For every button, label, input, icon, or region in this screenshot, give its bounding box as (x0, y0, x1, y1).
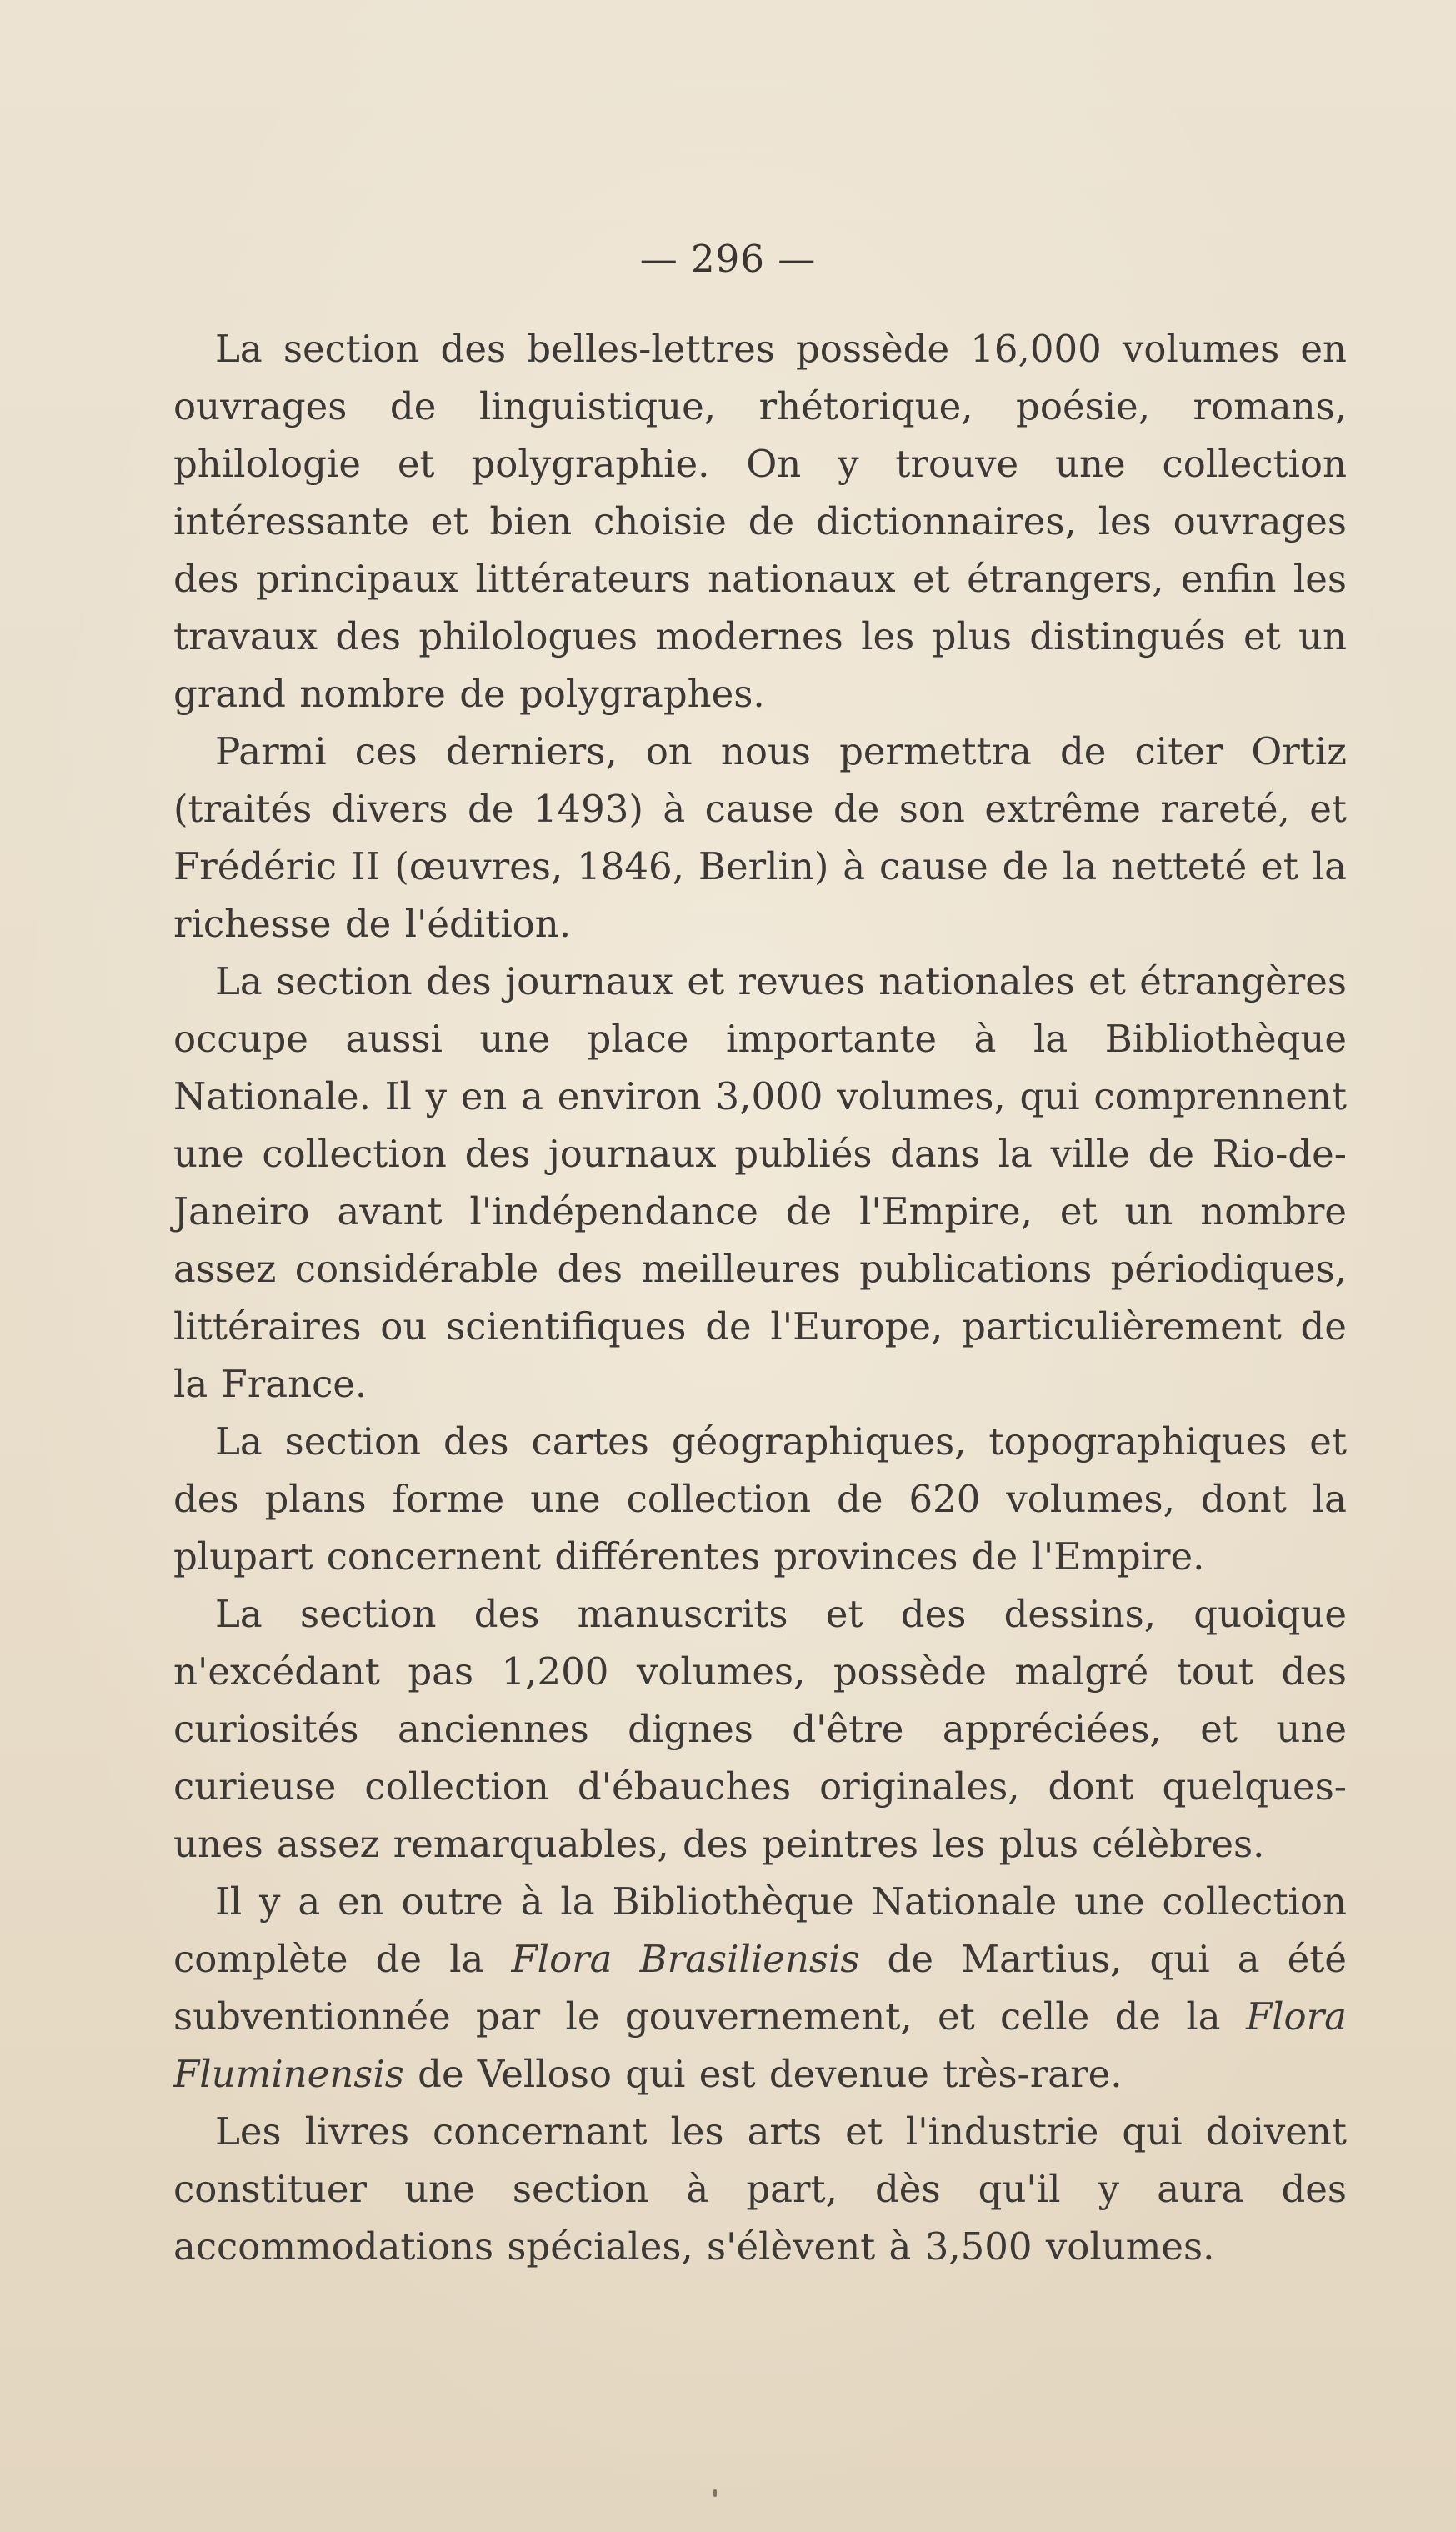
paragraph-text: Il y a en outre à la Bibliothèque Nationale une collection complète de la (173, 1879, 1347, 1981)
paragraph-text: Parmi ces derniers, on nous permettra de citer Ortiz (traités divers de 1493) à cause de son extrême rareté, et Frédéric II (œuvres, 1846, Berlin) à cause de la netteté et la richesse de l'édition. (173, 729, 1347, 946)
paragraph-text: La section des cartes géographiques, topographiques et des plans forme une collection de 620 volumes, dont la plupart concernent différentes provinces de l'Empire. (173, 1419, 1347, 1579)
paragraph-text: La section des journaux et revues nationales et étrangères occupe aussi une place importante à la Bibliothèque Nationale. Il y en a environ 3,000 volumes, qui comprennent une collection des journaux publiés dans la ville de Rio-de-Janeiro avant l'indépendance de l'Empire, et un nombre assez considérable des meilleures publications périodiques, littéraires ou scientifiques de l'Europe, particulièrement de la France. (173, 959, 1347, 1406)
paragraph-text: Les livres concernant les arts et l'industrie qui doivent constituer une section à part, dès qu'il y aura des accommodations spéciales, s'élèvent à 3,500 volumes. (173, 2109, 1347, 2269)
page-number: — 296 — (639, 237, 817, 281)
paragraph-text: de Martius, qui a été subventionnée par le gouvernement, et celle de la (173, 1937, 1347, 2039)
paragraph-flora-collections (173, 1873, 1347, 2103)
ink-speck (713, 2489, 717, 2497)
paragraph-belles-lettres (173, 320, 1347, 723)
paragraph-arts-industrie (173, 2103, 1347, 2275)
paragraph-cartes-geographiques (173, 1413, 1347, 1585)
paragraph-text: La section des manuscrits et des dessins, quoique n'excédant pas 1,200 volumes, possède malgré tout des curiosités anciennes dignes d'être appréciées, et une curieuse collection d'ébauches originales, dont quelques-unes assez remarquables, des peintres les plus célèbres. (173, 1592, 1347, 1866)
paragraph-text: de Velloso qui est devenue très-rare. (403, 2052, 1123, 2096)
paragraph-journaux-revues (173, 953, 1347, 1413)
paragraph-text: La section des belles-lettres possède 16,000 volumes en ouvrages de linguistique, rhétorique, poésie, romans, philologie et polygraphie. On y trouve une collection intéressante et bien choisie de dictionnaires, les ouvrages des principaux littérateurs nationaux et étrangers, enfin les travaux des philologues modernes les plus distingués et un grand nombre de polygraphes. (173, 327, 1347, 716)
paragraph-manuscrits-dessins (173, 1585, 1347, 1873)
body-text (173, 320, 1347, 2275)
book-title-flora-brasiliensis: Flora Brasiliensis (511, 1937, 860, 1981)
book-title-flora-fluminensis: Flora Fluminensis (173, 1994, 1347, 2096)
paragraph-polygraphes-examples (173, 723, 1347, 953)
